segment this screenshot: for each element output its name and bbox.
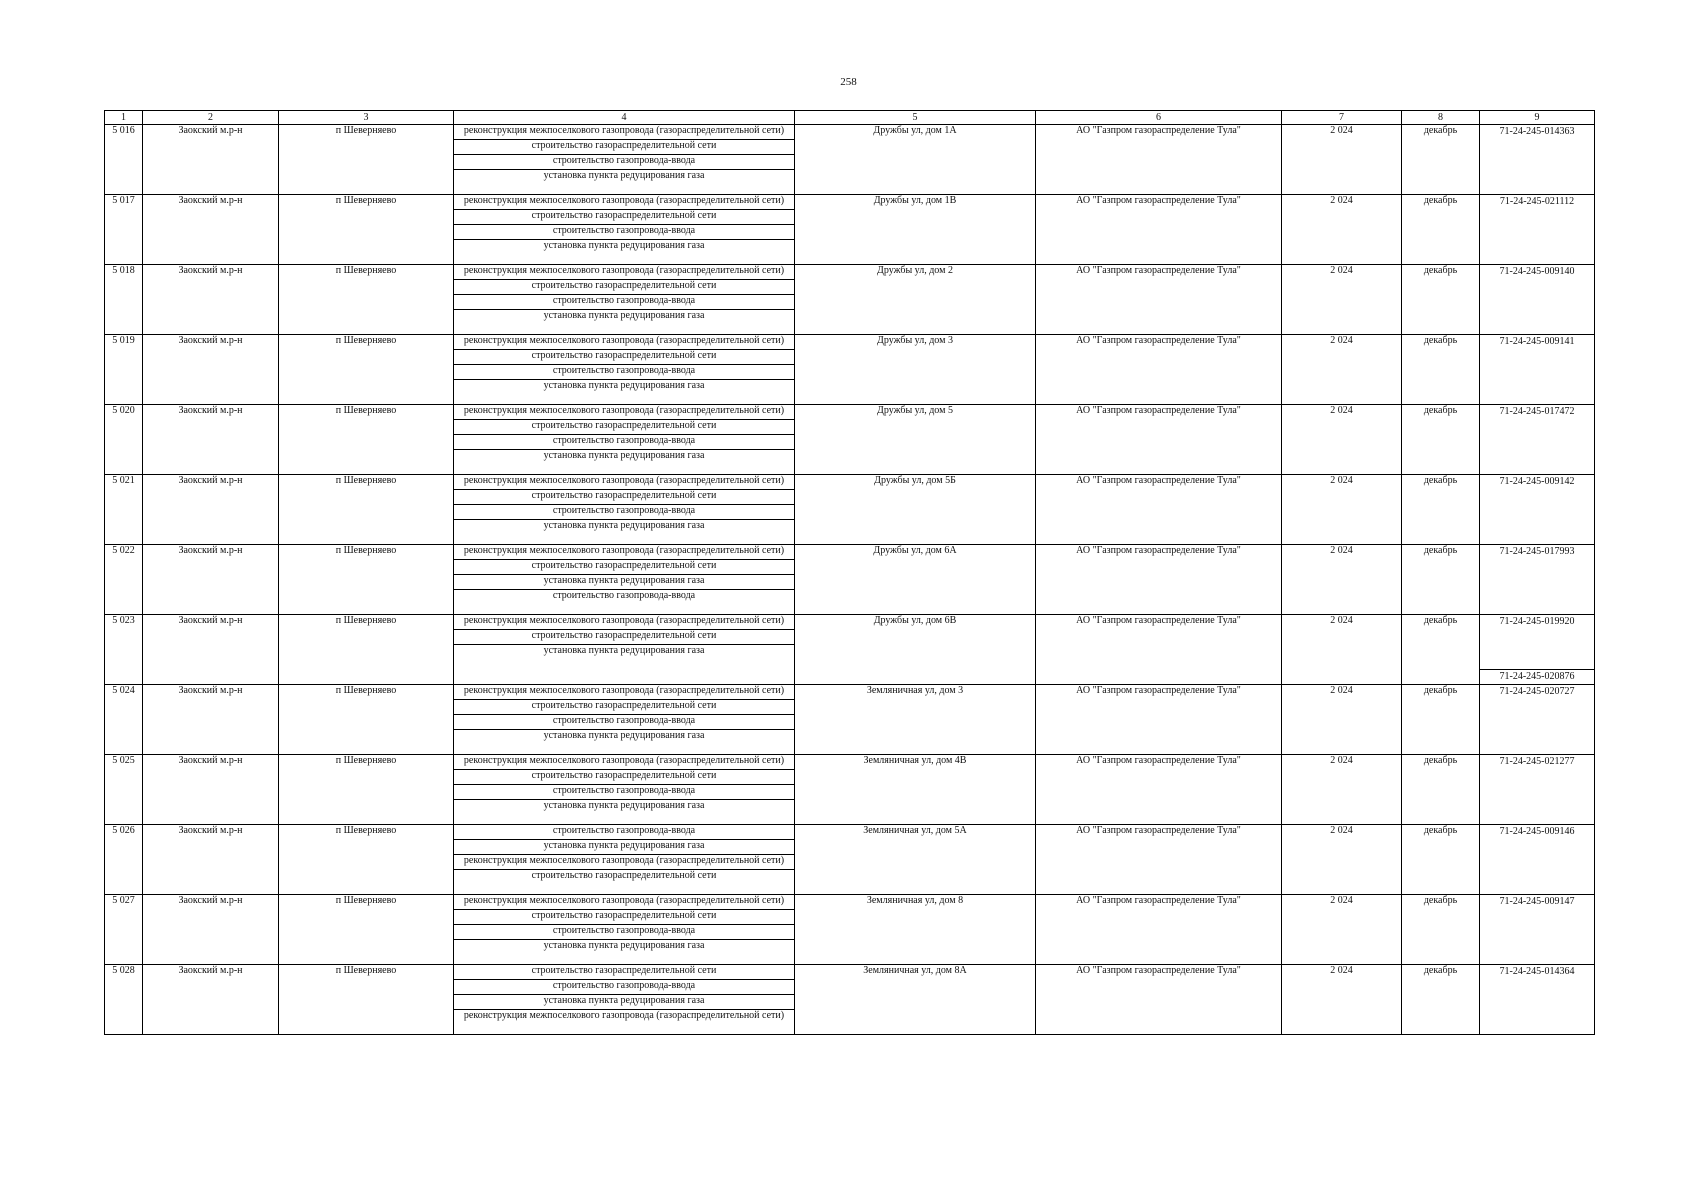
code-cell <box>1480 335 1595 405</box>
works-cell <box>454 125 795 195</box>
table-row <box>105 475 1595 545</box>
locality-cell: п Шеверняево <box>279 195 454 265</box>
table-row <box>105 825 1595 895</box>
code-item: 71-24-245-020727 <box>1499 686 1575 697</box>
code-item: 71-24-245-017993 <box>1499 546 1575 557</box>
work-item: реконструкция межпоселкового газопровода (газораспределительной сети) <box>454 475 794 490</box>
work-item: установка пункта редуцирования газа <box>543 645 705 656</box>
code-cell <box>1480 895 1595 965</box>
month-cell: декабрь <box>1402 825 1480 895</box>
row-number: 5 017 <box>105 195 143 265</box>
work-item: установка пункта редуцирования газа <box>543 380 705 391</box>
row-number: 5 028 <box>105 965 143 1035</box>
address-cell: Земляничная ул, дом 8А <box>795 965 1036 1035</box>
organization-cell: АО "Газпром газораспределение Тула" <box>1036 125 1282 195</box>
code-cell <box>1480 475 1595 545</box>
address-cell: Земляничная ул, дом 3 <box>795 685 1036 755</box>
address-cell: Дружбы ул, дом 6В <box>795 615 1036 685</box>
organization-cell: АО "Газпром газораспределение Тула" <box>1036 475 1282 545</box>
code-item: 71-24-245-009146 <box>1499 826 1575 837</box>
address-cell: Земляничная ул, дом 4В <box>795 755 1036 825</box>
work-item: строительство газораспределительной сети <box>454 280 794 295</box>
district-cell: Заокский м.р-н <box>143 335 279 405</box>
address-cell: Земляничная ул, дом 8 <box>795 895 1036 965</box>
work-item: установка пункта редуцирования газа <box>454 995 794 1010</box>
row-number: 5 023 <box>105 615 143 685</box>
code-cell <box>1480 685 1595 755</box>
work-item: реконструкция межпоселкового газопровода (газораспределительной сети) <box>454 755 794 770</box>
works-cell <box>454 895 795 965</box>
organization-cell: АО "Газпром газораспределение Тула" <box>1036 615 1282 685</box>
row-number: 5 022 <box>105 545 143 615</box>
work-item: строительство газораспределительной сети <box>531 870 717 881</box>
table-row <box>105 335 1595 405</box>
work-item: строительство газораспределительной сети <box>454 350 794 365</box>
works-cell <box>454 335 795 405</box>
district-cell: Заокский м.р-н <box>143 475 279 545</box>
locality-cell: п Шеверняево <box>279 125 454 195</box>
code-item: 71-24-245-020876 <box>1480 669 1594 684</box>
work-item: реконструкция межпоселкового газопровода (газораспределительной сети) <box>454 335 794 350</box>
work-item: строительство газопровода-ввода <box>454 980 794 995</box>
address-cell: Дружбы ул, дом 5 <box>795 405 1036 475</box>
work-item: установка пункта редуцирования газа <box>454 840 794 855</box>
organization-cell: АО "Газпром газораспределение Тула" <box>1036 895 1282 965</box>
district-cell: Заокский м.р-н <box>143 195 279 265</box>
year-cell: 2 024 <box>1282 335 1402 405</box>
district-cell: Заокский м.р-н <box>143 545 279 615</box>
column-header: 3 <box>279 111 454 125</box>
year-cell: 2 024 <box>1282 895 1402 965</box>
work-item: строительство газопровода-ввода <box>454 155 794 170</box>
district-cell: Заокский м.р-н <box>143 825 279 895</box>
month-cell: декабрь <box>1402 685 1480 755</box>
work-item: реконструкция межпоселкового газопровода (газораспределительной сети) <box>454 685 794 700</box>
work-item: строительство газопровода-ввода <box>552 590 696 601</box>
work-item: строительство газораспределительной сети <box>454 420 794 435</box>
table-row <box>105 265 1595 335</box>
locality-cell: п Шеверняево <box>279 545 454 615</box>
locality-cell: п Шеверняево <box>279 335 454 405</box>
work-item: реконструкция межпоселкового газопровода (газораспределительной сети) <box>454 125 794 140</box>
work-item: установка пункта редуцирования газа <box>543 240 705 251</box>
work-item: реконструкция межпоселкового газопровода (газораспределительной сети) <box>454 545 794 560</box>
work-item: установка пункта редуцирования газа <box>543 940 705 951</box>
works-cell <box>454 615 795 685</box>
work-item: установка пункта редуцирования газа <box>543 730 705 741</box>
table-row <box>105 125 1595 195</box>
code-cell <box>1480 545 1595 615</box>
year-cell: 2 024 <box>1282 825 1402 895</box>
address-cell: Дружбы ул, дом 6А <box>795 545 1036 615</box>
work-item: реконструкция межпоселкового газопровода (газораспределительной сети) <box>454 195 794 210</box>
month-cell: декабрь <box>1402 755 1480 825</box>
year-cell: 2 024 <box>1282 965 1402 1035</box>
table-row <box>105 195 1595 265</box>
work-item: строительство газораспределительной сети <box>454 210 794 225</box>
code-cell <box>1480 755 1595 825</box>
month-cell: декабрь <box>1402 195 1480 265</box>
work-item: реконструкция межпоселкового газопровода (газораспределительной сети) <box>454 405 794 420</box>
code-item: 71-24-245-019920 <box>1499 616 1575 627</box>
district-cell: Заокский м.р-н <box>143 755 279 825</box>
works-cell <box>454 825 795 895</box>
works-cell <box>454 545 795 615</box>
row-number: 5 019 <box>105 335 143 405</box>
district-cell: Заокский м.р-н <box>143 965 279 1035</box>
work-item: строительство газопровода-ввода <box>454 785 794 800</box>
row-number: 5 016 <box>105 125 143 195</box>
work-item: строительство газораспределительной сети <box>454 910 794 925</box>
month-cell: декабрь <box>1402 405 1480 475</box>
code-cell <box>1480 265 1595 335</box>
locality-cell: п Шеверняево <box>279 825 454 895</box>
work-item: строительство газораспределительной сети <box>454 140 794 155</box>
work-item: строительство газопровода-ввода <box>454 365 794 380</box>
table-row <box>105 965 1595 1035</box>
row-number: 5 021 <box>105 475 143 545</box>
year-cell: 2 024 <box>1282 685 1402 755</box>
work-item: строительство газопровода-ввода <box>454 925 794 940</box>
data-table <box>104 110 1595 1035</box>
locality-cell: п Шеверняево <box>279 755 454 825</box>
row-number: 5 025 <box>105 755 143 825</box>
code-cell <box>1480 125 1595 195</box>
work-item: строительство газопровода-ввода <box>454 505 794 520</box>
district-cell: Заокский м.р-н <box>143 685 279 755</box>
row-number: 5 018 <box>105 265 143 335</box>
works-cell <box>454 265 795 335</box>
code-item: 71-24-245-009142 <box>1499 476 1575 487</box>
month-cell: декабрь <box>1402 615 1480 685</box>
table-row <box>105 615 1595 685</box>
organization-cell: АО "Газпром газораспределение Тула" <box>1036 825 1282 895</box>
locality-cell: п Шеверняево <box>279 265 454 335</box>
locality-cell: п Шеверняево <box>279 475 454 545</box>
work-item: строительство газораспределительной сети <box>454 965 794 980</box>
work-item: строительство газораспределительной сети <box>454 490 794 505</box>
code-cell <box>1480 405 1595 475</box>
year-cell: 2 024 <box>1282 475 1402 545</box>
code-item: 71-24-245-009147 <box>1499 896 1575 907</box>
district-cell: Заокский м.р-н <box>143 405 279 475</box>
year-cell: 2 024 <box>1282 615 1402 685</box>
works-cell <box>454 755 795 825</box>
locality-cell: п Шеверняево <box>279 685 454 755</box>
code-item: 71-24-245-014364 <box>1499 966 1575 977</box>
table-row <box>105 545 1595 615</box>
work-item: реконструкция межпоселкового газопровода (газораспределительной сети) <box>454 615 794 630</box>
column-header: 4 <box>454 111 795 125</box>
works-cell <box>454 405 795 475</box>
work-item: строительство газопровода-ввода <box>454 715 794 730</box>
district-cell: Заокский м.р-н <box>143 265 279 335</box>
row-number: 5 024 <box>105 685 143 755</box>
code-cell <box>1480 965 1595 1035</box>
column-header: 1 <box>105 111 143 125</box>
locality-cell: п Шеверняево <box>279 615 454 685</box>
column-header: 6 <box>1036 111 1282 125</box>
month-cell: декабрь <box>1402 475 1480 545</box>
organization-cell: АО "Газпром газораспределение Тула" <box>1036 755 1282 825</box>
work-item: строительство газопровода-ввода <box>454 295 794 310</box>
work-item: реконструкция межпоселкового газопровода (газораспределительной сети) <box>454 855 794 870</box>
year-cell: 2 024 <box>1282 265 1402 335</box>
year-cell: 2 024 <box>1282 755 1402 825</box>
work-item: установка пункта редуцирования газа <box>454 575 794 590</box>
address-cell: Земляничная ул, дом 5А <box>795 825 1036 895</box>
work-item: строительство газораспределительной сети <box>454 700 794 715</box>
locality-cell: п Шеверняево <box>279 405 454 475</box>
column-header: 5 <box>795 111 1036 125</box>
organization-cell: АО "Газпром газораспределение Тула" <box>1036 405 1282 475</box>
work-item: реконструкция межпоселкового газопровода (газораспределительной сети) <box>454 265 794 280</box>
district-cell: Заокский м.р-н <box>143 615 279 685</box>
organization-cell: АО "Газпром газораспределение Тула" <box>1036 335 1282 405</box>
year-cell: 2 024 <box>1282 195 1402 265</box>
address-cell: Дружбы ул, дом 1А <box>795 125 1036 195</box>
work-item: строительство газопровода-ввода <box>454 825 794 840</box>
organization-cell: АО "Газпром газораспределение Тула" <box>1036 965 1282 1035</box>
work-item: реконструкция межпоселкового газопровода (газораспределительной сети) <box>454 895 794 910</box>
address-cell: Дружбы ул, дом 3 <box>795 335 1036 405</box>
address-cell: Дружбы ул, дом 2 <box>795 265 1036 335</box>
works-cell <box>454 475 795 545</box>
row-number: 5 027 <box>105 895 143 965</box>
work-item: строительство газопровода-ввода <box>454 225 794 240</box>
month-cell: декабрь <box>1402 965 1480 1035</box>
table-row <box>105 895 1595 965</box>
column-header: 2 <box>143 111 279 125</box>
district-cell: Заокский м.р-н <box>143 895 279 965</box>
address-cell: Дружбы ул, дом 5Б <box>795 475 1036 545</box>
year-cell: 2 024 <box>1282 545 1402 615</box>
works-cell <box>454 965 795 1035</box>
month-cell: декабрь <box>1402 335 1480 405</box>
table-row <box>105 405 1595 475</box>
table-row <box>105 755 1595 825</box>
month-cell: декабрь <box>1402 895 1480 965</box>
row-number: 5 020 <box>105 405 143 475</box>
organization-cell: АО "Газпром газораспределение Тула" <box>1036 685 1282 755</box>
code-item: 71-24-245-021277 <box>1499 756 1575 767</box>
locality-cell: п Шеверняево <box>279 895 454 965</box>
code-item: 71-24-245-021112 <box>1499 196 1575 207</box>
works-cell <box>454 195 795 265</box>
column-header: 7 <box>1282 111 1402 125</box>
work-item: установка пункта редуцирования газа <box>543 310 705 321</box>
code-cell <box>1480 195 1595 265</box>
address-cell: Дружбы ул, дом 1В <box>795 195 1036 265</box>
code-item: 71-24-245-014363 <box>1499 126 1575 137</box>
code-cell <box>1480 615 1595 685</box>
column-header: 8 <box>1402 111 1480 125</box>
work-item: реконструкция межпоселкового газопровода (газораспределительной сети) <box>463 1010 785 1021</box>
code-cell <box>1480 825 1595 895</box>
district-cell: Заокский м.р-н <box>143 125 279 195</box>
code-item: 71-24-245-009140 <box>1499 266 1575 277</box>
work-item: установка пункта редуцирования газа <box>543 520 705 531</box>
work-item: строительство газораспределительной сети <box>454 770 794 785</box>
work-item: строительство газопровода-ввода <box>454 435 794 450</box>
organization-cell: АО "Газпром газораспределение Тула" <box>1036 195 1282 265</box>
work-item: строительство газораспределительной сети <box>454 560 794 575</box>
month-cell: декабрь <box>1402 265 1480 335</box>
organization-cell: АО "Газпром газораспределение Тула" <box>1036 545 1282 615</box>
works-cell <box>454 685 795 755</box>
year-cell: 2 024 <box>1282 125 1402 195</box>
table-row <box>105 685 1595 755</box>
code-item: 71-24-245-017472 <box>1499 406 1575 417</box>
header-row <box>105 111 1595 125</box>
work-item: установка пункта редуцирования газа <box>543 450 705 461</box>
work-item: строительство газораспределительной сети <box>454 630 794 645</box>
locality-cell: п Шеверняево <box>279 965 454 1035</box>
organization-cell: АО "Газпром газораспределение Тула" <box>1036 265 1282 335</box>
row-number: 5 026 <box>105 825 143 895</box>
work-item: установка пункта редуцирования газа <box>543 800 705 811</box>
month-cell: декабрь <box>1402 125 1480 195</box>
year-cell: 2 024 <box>1282 405 1402 475</box>
page-number: 258 <box>840 76 857 88</box>
month-cell: декабрь <box>1402 545 1480 615</box>
column-header: 9 <box>1480 111 1595 125</box>
work-item: установка пункта редуцирования газа <box>543 170 705 181</box>
code-item: 71-24-245-009141 <box>1499 336 1575 347</box>
